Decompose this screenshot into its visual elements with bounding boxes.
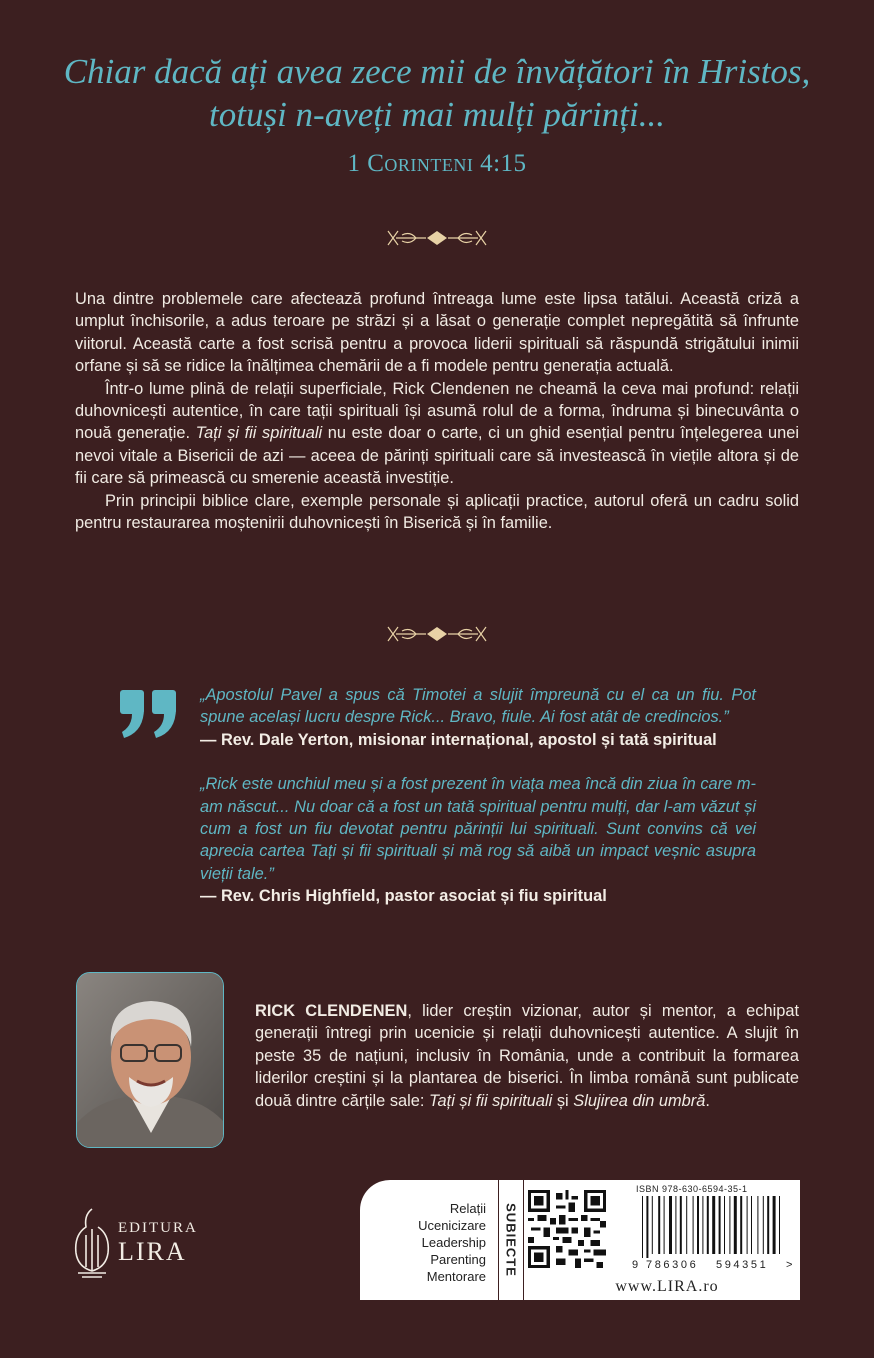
description-paragraph-1: Una dintre problemele care afectează profund întreaga lume este lipsa tatălui. Această criză a umplut închisorile, a adus teroare pe străzi și a lăsat o generație complet nepregătită să înfrunte viitorul. Această carte a fost scrisă pentru a provoca liderii spirituali să răspundă strigătului inimii orfane și să se ridice la înălțimea chemării de a fi modele pentru generația actuală. [75,290,799,376]
reference-number: 1 [347,150,361,177]
author-name: RICK CLENDENEN [255,1002,408,1020]
ornament-divider-icon [382,624,492,644]
publisher-label: EDITURA [118,1220,198,1236]
barcode-suffix: > [786,1259,793,1270]
subject-item: Relații [449,1201,486,1216]
quote-mark-icon [118,688,180,740]
description [75,288,799,534]
subject-item: Mentorare [426,1269,486,1284]
bio-text-a: , lider creștin vizionar, autor și mentor, a echipat generații întregi prin ucenicie și relații duhovnicești autentice. A slujit în peste 35 de națiuni, inclusiv în România, unde a contribuit la formarea liderilor creștini și la plantarea de biserici. În limba română sunt publicate două dintre cărțile sale: [255,1002,799,1110]
paragraph-2-part-a: Într-o lume plină de relații superficiale, Rick Clendenen ne cheamă la ceva mai profund: relații duhovnicești autentice, în care tații spirituali își asumă rolul de a forma, îndruma și binecuvânta o nouă generație. [75,379,799,443]
paragraph-2-part-b: nu este doar o carte, ci un ghid esențial pentru înțelegerea unei nevoi vitale a Bisericii de azi — aceea de părinți spirituali care să investească în viețile altora și de fii care să primească cu smerenie această investiție. [75,424,799,488]
subjects-list [370,1200,486,1285]
reference-verse: 4:15 [480,150,527,177]
subject-item: Leadership [421,1235,486,1250]
testimonial-author-2: — Rev. Chris Highfield, pastor asociat și fiu spiritual [200,887,607,906]
publisher-name: LIRA [118,1237,187,1266]
epigraph-line-2: totuși n-aveți mai mulți părinți... [209,95,665,134]
testimonial-author-1: — Rev. Dale Yerton, misionar internațional, apostol și tată spiritual [200,730,717,749]
description-paragraph-2 [75,378,799,490]
barcode-digits-right: 594351 [716,1259,769,1270]
book-title: Tați și fii spirituali [195,424,323,443]
subject-item: Parenting [430,1252,486,1267]
lyre-icon [70,1205,114,1285]
description-paragraph-3: Prin principii biblice clare, exemple personale și aplicații practice, autorul oferă un cadru solid pentru restaurarea moștenirii duhovnicești în Biserică și în familie. [75,491,799,533]
epigraph-reference [0,150,874,178]
publisher-logo [70,1205,230,1285]
qr-code-icon [528,1190,606,1268]
epigraph-line-1: Chiar dacă ați avea zece mii de învățători în Hristos, [63,52,811,91]
testimonial-text-1: „Apostolul Pavel a spus că Timotei a slujit împreună cu el ca un fiu. Pot spune același lucru despre Rick... Bravo, fiule. Ai fost atât de credincios.” [200,686,756,727]
ornament-divider-icon [382,228,492,248]
epigraph [0,50,874,136]
bio-text-c: . [705,1091,710,1110]
subjects-label [498,1180,524,1300]
author-photo [76,972,224,1148]
bio-book-2: Slujirea din umbră [573,1091,706,1110]
testimonials [200,684,756,908]
barcode-digit-first: 9 [632,1259,639,1270]
bio-text-b: și [552,1091,574,1110]
barcode-icon [630,1194,796,1270]
isbn-label: ISBN 978-630-6594-35-1 [636,1184,748,1194]
back-panel [360,1180,800,1300]
barcode-digits-left: 786306 [646,1259,699,1270]
subjects-label-text: SUBIECTE [503,1203,519,1277]
testimonial-text-2: „Rick este unchiul meu și a fost prezent în viața mea încă din ziua în care m-am născut... Nu doar că a fost un tată spiritual pentru mulți, dar l-am văzut și cum a fost un fiu devotat pentru părinții lui spirituali. Sunt convins că vei aprecia cartea Tați și fii spirituali și mă rog să aibă un impact veșnic asupra vieții tale.” [200,775,756,883]
publisher-website[interactable]: www.LIRA.ro [615,1278,719,1295]
bio-book-1: Tați și fii spirituali [429,1091,553,1110]
reference-book: Corinteni [367,150,474,177]
subject-item: Ucenicizare [418,1218,486,1233]
author-bio [255,1000,799,1112]
